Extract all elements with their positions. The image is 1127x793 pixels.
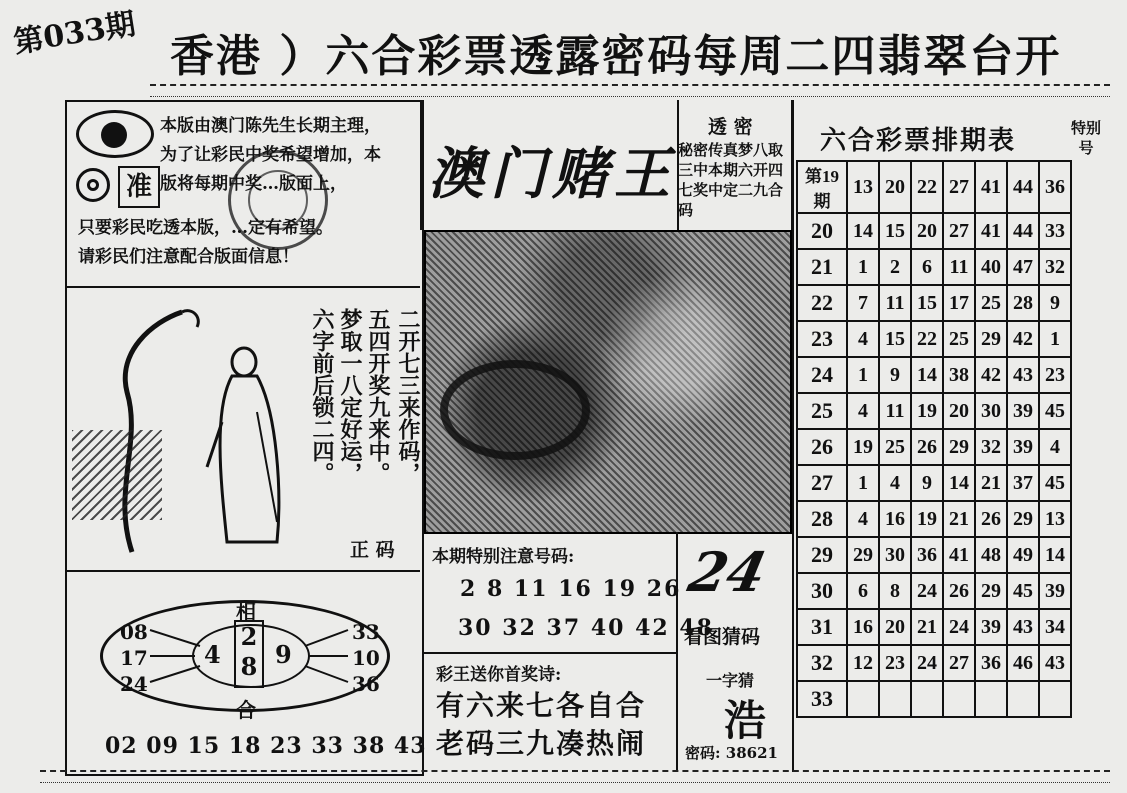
number-cell: 17 — [943, 285, 975, 321]
number-cell: 4 — [847, 501, 879, 537]
issue-cell: 30 — [797, 573, 847, 609]
special-row-1: 2 8 11 16 19 26 — [460, 576, 682, 602]
schedule-table — [796, 160, 1072, 718]
number-cell: 9 — [879, 357, 911, 393]
number-cell: 22 — [911, 161, 943, 213]
poem-line-1: 有六来七各自合 — [436, 689, 647, 722]
zhun-badge: 准 — [118, 166, 160, 208]
number-cell: 4 — [847, 393, 879, 429]
number-cell: 20 — [879, 161, 911, 213]
number-cell: 36 — [911, 537, 943, 573]
intro-text-bottom — [78, 214, 408, 272]
number-cell: 41 — [975, 161, 1007, 213]
number-cell: 14 — [847, 213, 879, 249]
special-number-cell: 23 — [1039, 357, 1071, 393]
number-cell: 19 — [911, 501, 943, 537]
number-cell: 38 — [943, 357, 975, 393]
number-cell: 15 — [911, 285, 943, 321]
number-cell: 19 — [911, 393, 943, 429]
number-cell: 16 — [879, 501, 911, 537]
number-cell: 6 — [911, 249, 943, 285]
table-row — [797, 357, 1071, 393]
number-cell: 45 — [1007, 573, 1039, 609]
special-number-cell: 1 — [1039, 321, 1071, 357]
special-number-cell: 45 — [1039, 393, 1071, 429]
special-number-cell — [1039, 681, 1071, 717]
number-cell: 39 — [1007, 393, 1039, 429]
number-cell: 2 — [879, 249, 911, 285]
number-cell: 13 — [847, 161, 879, 213]
number-cell — [879, 681, 911, 717]
special-row-2: 30 32 37 40 42 48 — [458, 615, 714, 641]
issue-cell: 20 — [797, 213, 847, 249]
number-cell: 39 — [1007, 429, 1039, 465]
schedule-title: 六合彩票排期表 — [820, 126, 1017, 156]
number-cell: 29 — [975, 573, 1007, 609]
special-number-cell: 14 — [1039, 537, 1071, 573]
number-cell: 29 — [847, 537, 879, 573]
right-num-3: 36 — [352, 672, 380, 696]
special-number-cell: 45 — [1039, 465, 1071, 501]
number-cell: 24 — [911, 573, 943, 609]
number-cell: 12 — [847, 645, 879, 681]
verse-column-4: 六字前后锁二四。 — [309, 308, 335, 484]
zhengma-label: 正 码 — [350, 539, 395, 561]
issue-cell: 32 — [797, 645, 847, 681]
number-cell: 20 — [943, 393, 975, 429]
kantu-label: 看图猜码 — [684, 626, 761, 648]
number-cell: 40 — [975, 249, 1007, 285]
number-cell: 14 — [911, 357, 943, 393]
issue-cell: 28 — [797, 501, 847, 537]
table-row — [797, 501, 1071, 537]
issue-cell: 31 — [797, 609, 847, 645]
verse-column-1: 二开七三来作码， — [395, 308, 421, 484]
fence-hatching — [72, 430, 162, 520]
issue-cell: 22 — [797, 285, 847, 321]
number-cell: 36 — [975, 645, 1007, 681]
number-cell: 6 — [847, 573, 879, 609]
number-cell: 9 — [911, 465, 943, 501]
special-number-cell: 32 — [1039, 249, 1071, 285]
number-cell: 21 — [911, 609, 943, 645]
number-cell — [943, 681, 975, 717]
number-cell — [911, 681, 943, 717]
number-cell: 44 — [1007, 161, 1039, 213]
number-cell — [975, 681, 1007, 717]
number-cell: 47 — [1007, 249, 1039, 285]
special-number-cell: 43 — [1039, 645, 1071, 681]
table-row — [797, 321, 1071, 357]
page-title: 香港 ）六合彩票透露密码每周二四翡翠台开 — [170, 31, 1062, 82]
photo-swirl-mark — [440, 360, 590, 460]
number-cell: 22 — [911, 321, 943, 357]
table-row — [797, 285, 1071, 321]
number-cell: 29 — [975, 321, 1007, 357]
right-num-1: 33 — [352, 620, 380, 644]
number-cell: 19 — [847, 429, 879, 465]
number-cell: 42 — [975, 357, 1007, 393]
center-box-top: 2 — [240, 622, 258, 651]
left-num-1: 08 — [120, 620, 148, 644]
target-center-icon — [87, 179, 99, 191]
number-cell: 28 — [1007, 285, 1039, 321]
number-cell: 27 — [943, 213, 975, 249]
special-title: 本期特别注意号码: — [432, 547, 575, 567]
number-cell: 43 — [1007, 357, 1039, 393]
number-cell: 49 — [1007, 537, 1039, 573]
special-number-cell: 9 — [1039, 285, 1071, 321]
number-cell: 1 — [847, 249, 879, 285]
table-row — [797, 213, 1071, 249]
number-cell: 29 — [943, 429, 975, 465]
mima-code: 密码: 38621 — [685, 744, 778, 762]
special-number-cell: 13 — [1039, 501, 1071, 537]
left-num-3: 24 — [120, 672, 148, 696]
issue-cell: 25 — [797, 393, 847, 429]
number-cell: 24 — [911, 645, 943, 681]
number-cell: 15 — [879, 321, 911, 357]
tou-text: 秘密传真梦八取三中本期六开四七奖中定二九合码 — [678, 141, 784, 219]
bottom-numbers: 02 09 15 18 23 33 38 43 — [105, 733, 427, 759]
special-number-cell: 4 — [1039, 429, 1071, 465]
table-row — [797, 681, 1071, 717]
ellipse-bottom-label: 合 — [236, 698, 256, 722]
number-cell: 25 — [879, 429, 911, 465]
zi-title: 一字猜 — [706, 671, 755, 690]
footer-divider — [40, 770, 1110, 783]
table-row — [797, 537, 1071, 573]
intro-line-5: 请彩民们注意配合版面信息！ — [78, 247, 299, 267]
verse-column-3: 梦取一八定好运， — [337, 308, 363, 484]
intro-text — [160, 112, 415, 199]
inner-right-num: 9 — [275, 640, 292, 669]
number-cell: 8 — [879, 573, 911, 609]
number-cell: 15 — [879, 213, 911, 249]
center-box-bottom: 8 — [240, 652, 258, 681]
center-number-box — [234, 620, 264, 688]
illustration-figure — [72, 292, 312, 562]
table-row — [797, 161, 1071, 213]
table-row — [797, 249, 1071, 285]
number-cell — [847, 681, 879, 717]
special-number-header: 特别号 — [1070, 119, 1101, 157]
issue-cell: 33 — [797, 681, 847, 717]
issue-cell: 27 — [797, 465, 847, 501]
left-num-2: 17 — [120, 646, 148, 670]
number-cell: 1 — [847, 357, 879, 393]
intro-line-3: 版将每期中奖…版面上， — [160, 174, 347, 194]
number-cell: 26 — [911, 429, 943, 465]
number-cell: 14 — [943, 465, 975, 501]
number-cell: 30 — [879, 537, 911, 573]
special-number-cell: 34 — [1039, 609, 1071, 645]
issue-cell: 21 — [797, 249, 847, 285]
number-cell: 39 — [975, 609, 1007, 645]
issue-cell: 第19期 — [797, 161, 847, 213]
issue-cell: 26 — [797, 429, 847, 465]
intro-line-2: 为了让彩民中奖希望增加，本 — [160, 145, 381, 165]
number-cell: 23 — [879, 645, 911, 681]
number-cell: 25 — [975, 285, 1007, 321]
number-cell: 44 — [1007, 213, 1039, 249]
table-row — [797, 393, 1071, 429]
number-cell: 26 — [975, 501, 1007, 537]
number-cell: 21 — [943, 501, 975, 537]
number-cell: 25 — [943, 321, 975, 357]
handwritten-number: 24 — [683, 540, 772, 604]
number-cell: 42 — [1007, 321, 1039, 357]
header-divider — [150, 84, 1110, 97]
number-cell: 7 — [847, 285, 879, 321]
table-row — [797, 465, 1071, 501]
zi-char: 浩 — [724, 696, 767, 745]
special-number-cell: 33 — [1039, 213, 1071, 249]
number-cell: 4 — [847, 321, 879, 357]
number-cell: 32 — [975, 429, 1007, 465]
number-cell: 46 — [1007, 645, 1039, 681]
number-cell: 41 — [975, 213, 1007, 249]
number-cell: 41 — [943, 537, 975, 573]
issue-cell: 23 — [797, 321, 847, 357]
number-cell: 43 — [1007, 609, 1039, 645]
number-cell: 11 — [879, 393, 911, 429]
number-cell: 11 — [943, 249, 975, 285]
number-cell: 24 — [943, 609, 975, 645]
number-cell: 16 — [847, 609, 879, 645]
table-row — [797, 609, 1071, 645]
number-cell: 20 — [879, 609, 911, 645]
poem-title: 彩王送你首奖诗: — [436, 665, 562, 685]
tou-title: 透 密 — [708, 116, 753, 138]
intro-line-4: 只要彩民吃透本版，…定有希望。 — [78, 218, 333, 238]
big-title: 澳门赌王 — [428, 141, 676, 207]
issue-number: 第033期 — [11, 6, 138, 61]
number-cell: 27 — [943, 161, 975, 213]
verse-column-2: 五四开奖九来中。 — [365, 308, 391, 484]
number-cell: 37 — [1007, 465, 1039, 501]
intro-line-1: 本版由澳门陈先生长期主理， — [160, 116, 381, 136]
number-cell: 29 — [1007, 501, 1039, 537]
number-cell — [1007, 681, 1039, 717]
issue-cell: 24 — [797, 357, 847, 393]
number-cell: 48 — [975, 537, 1007, 573]
special-number-cell: 36 — [1039, 161, 1071, 213]
issue-cell: 29 — [797, 537, 847, 573]
number-cell: 26 — [943, 573, 975, 609]
right-num-2: 10 — [352, 646, 380, 670]
table-row — [797, 429, 1071, 465]
poem-line-2: 老码三九凑热闹 — [436, 727, 647, 760]
number-cell: 30 — [975, 393, 1007, 429]
number-cell: 21 — [975, 465, 1007, 501]
number-cell: 1 — [847, 465, 879, 501]
number-cell: 27 — [943, 645, 975, 681]
inner-left-num: 4 — [204, 640, 221, 669]
special-number-cell: 39 — [1039, 573, 1071, 609]
table-row — [797, 573, 1071, 609]
table-row — [797, 645, 1071, 681]
number-cell: 20 — [911, 213, 943, 249]
number-cell: 4 — [879, 465, 911, 501]
eye-pupil-icon — [101, 122, 127, 148]
number-cell: 11 — [879, 285, 911, 321]
ellipse-top-label: 相 — [236, 600, 256, 624]
